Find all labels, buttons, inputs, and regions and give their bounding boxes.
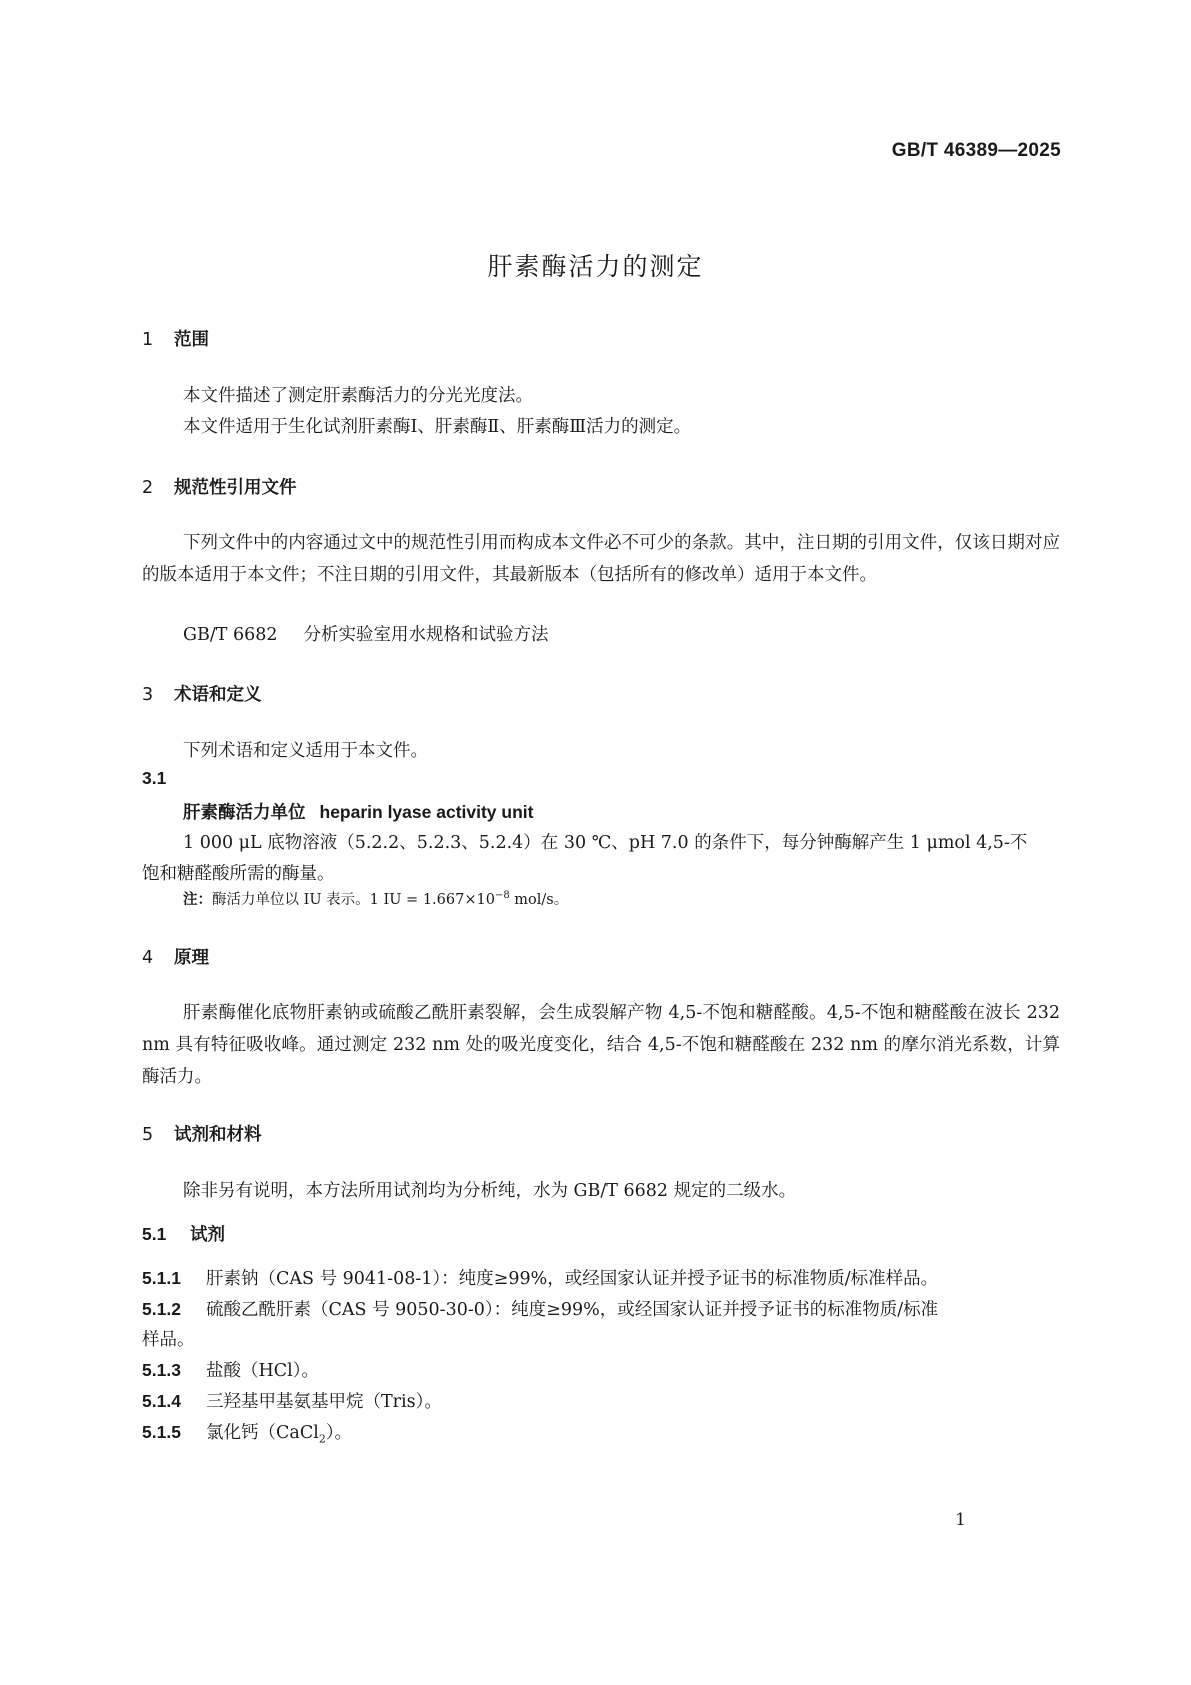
list-item-continuation: 样品。 <box>142 1330 195 1350</box>
section-number: 1 <box>142 330 154 350</box>
paragraph: 下列术语和定义适用于本文件。 <box>183 741 428 761</box>
section-title: 术语和定义 <box>174 685 262 705</box>
item-text: 盐酸（HCl）。 <box>206 1361 319 1381</box>
item-text: 硫酸乙酰肝素（CAS 号 9050-30-0）：纯度≥99%，或经国家认证并授予证书的标准物质/标准 <box>206 1300 939 1320</box>
section-number: 5 <box>142 1125 154 1145</box>
section-title: 原理 <box>174 948 209 968</box>
paragraph: 肝素酶催化底物肝素钠或硫酸乙酰肝素裂解，会生成裂解产物 4,5-不饱和糖醛酸。4,5-不饱和糖醛酸在波长 232 nm 具有特征吸收峰。通过测定 232 nm 处的吸光度变化，结合 4,5-不饱和糖醛酸在 232 nm 的摩尔消光系数，计算酶活力。 <box>142 1003 1060 1087</box>
item-text: 氯化钙（CaCl <box>206 1423 319 1443</box>
paragraph: 本文件描述了测定肝素酶活力的分光光度法。 <box>183 386 533 406</box>
normative-reference <box>183 621 549 646</box>
paragraph: 下列文件中的内容通过文中的规范性引用而构成本文件必不可少的条款。其中，注日期的引用文件，仅该日期对应的版本适用于本文件；不注日期的引用文件，其最新版本（包括所有的修改单）适用于本文件。 <box>142 533 1060 585</box>
item-text: 三羟基甲基氨基甲烷（Tris）。 <box>206 1392 442 1412</box>
paragraph: 本文件适用于生化试剂肝素酶Ⅰ、肝素酶Ⅱ、肝素酶Ⅲ活力的测定。 <box>183 417 692 437</box>
section-3-heading <box>142 681 262 706</box>
reference-title: 分析实验室用水规格和试验方法 <box>303 625 549 645</box>
term-entry <box>183 799 533 824</box>
note-text: 酶活力单位以 IU 表示。1 IU = 1.667×10 <box>212 892 495 908</box>
section-5-heading <box>142 1121 262 1146</box>
term-english: heparin lyase activity unit <box>319 802 534 822</box>
list-item <box>142 1357 319 1382</box>
term-definition-line: 饱和糖醛酸所需的酶量。 <box>142 864 335 884</box>
section-title: 范围 <box>174 330 209 350</box>
item-number: 5.1.2 <box>142 1299 181 1319</box>
term-chinese: 肝素酶活力单位 <box>183 803 306 823</box>
section-1-heading <box>142 326 209 351</box>
item-text: 肝素钠（CAS 号 9041-08-1）：纯度≥99%，或经国家认证并授予证书的标准物质/标准样品。 <box>206 1269 939 1289</box>
list-item <box>142 1265 938 1290</box>
document-title: 肝素酶活力的测定 <box>487 252 704 281</box>
subscript: 2 <box>318 1432 326 1446</box>
item-number: 5.1.3 <box>142 1360 181 1380</box>
list-item <box>142 1419 352 1446</box>
note-exponent: −8 <box>494 890 510 902</box>
section-2-heading <box>142 474 297 499</box>
list-item <box>142 1388 442 1413</box>
reference-code: GB/T 6682 <box>183 625 278 645</box>
item-number: 5.1.1 <box>142 1268 181 1288</box>
page-number: 1 <box>955 1510 966 1530</box>
paragraph: 除非另有说明，本方法所用试剂均为分析纯，水为 GB/T 6682 规定的二级水。 <box>183 1181 797 1201</box>
note-label: 注： <box>183 892 212 908</box>
standard-code: GB/T 46389—2025 <box>891 140 1061 161</box>
section-title: 规范性引用文件 <box>174 478 297 498</box>
section-4-heading <box>142 944 209 969</box>
list-item <box>142 1296 938 1321</box>
note <box>183 888 568 909</box>
item-number: 5.1.4 <box>142 1391 181 1411</box>
section-title: 试剂和材料 <box>174 1125 262 1145</box>
section-number: 2 <box>142 478 154 498</box>
subsection-number: 5.1 <box>142 1224 167 1244</box>
section-number: 3 <box>142 685 154 705</box>
note-unit: mol/s。 <box>509 892 569 908</box>
item-number: 5.1.5 <box>142 1422 181 1442</box>
term-definition-line: 1 000 μL 底物溶液（5.2.2、5.2.3、5.2.4）在 30 ℃、pH 7.0 的条件下，每分钟酶解产生 1 μmol 4,5-不 <box>183 833 1028 853</box>
term-number: 3.1 <box>142 768 167 788</box>
subsection-title: 试剂 <box>190 1225 225 1245</box>
section-number: 4 <box>142 948 154 968</box>
item-text-end: ）。 <box>325 1423 353 1443</box>
subsection-5-1-heading <box>142 1221 225 1246</box>
